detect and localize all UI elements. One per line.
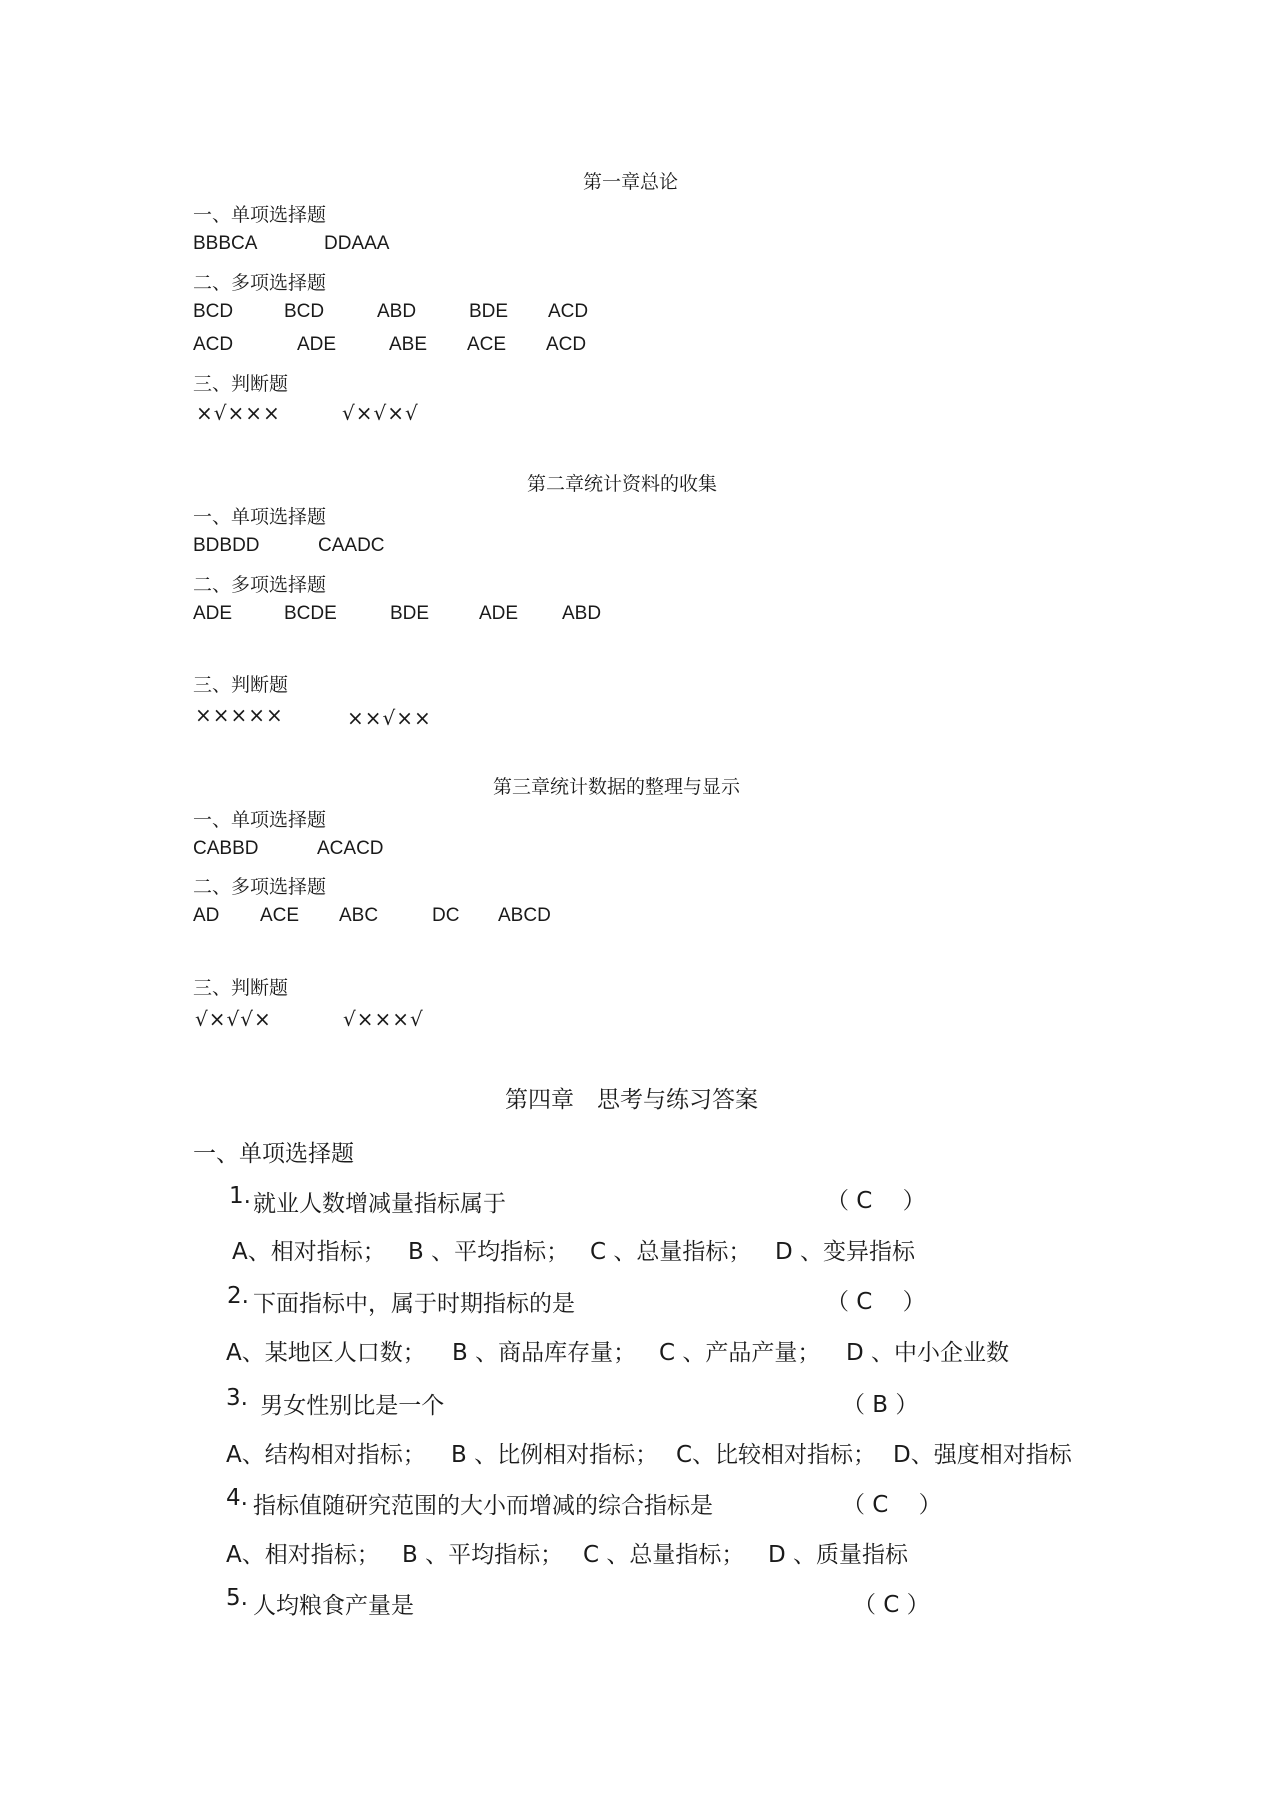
ch1-single-choice-heading: 一、单项选择题 xyxy=(193,204,327,226)
question-5-number: 5. xyxy=(226,1585,248,1611)
ch1-single-answer-1: BBBCA xyxy=(193,233,258,254)
ch3-single-choice-heading: 一、单项选择题 xyxy=(193,809,327,831)
question-5-answer: （ C ） xyxy=(853,1592,930,1618)
chapter3-title: 第三章统计数据的整理与显示 xyxy=(493,776,741,798)
ch1-multi-r2-1: ACD xyxy=(193,334,234,355)
ch3-judge-answer-2: √×××√ xyxy=(343,1007,424,1031)
question-1-answer: （ C ） xyxy=(826,1188,926,1214)
ch1-judge-heading: 三、判断题 xyxy=(193,373,289,395)
ch1-multi-r1-1: BCD xyxy=(193,301,234,322)
question-4-answer: （ C ） xyxy=(842,1492,942,1518)
question-5-text: 人均粮食产量是 xyxy=(253,1593,414,1619)
question-1-option-c: C 、总量指标； xyxy=(590,1239,752,1265)
ch1-judge-answer-1: ×√××× xyxy=(196,401,281,425)
question-2-option-d: D 、中小企业数 xyxy=(846,1340,1010,1366)
ch2-multi-2: BCDE xyxy=(284,603,337,624)
ch1-multi-r2-4: ACE xyxy=(467,334,507,355)
question-1-text: 就业人数增减量指标属于 xyxy=(253,1191,506,1217)
ch3-multi-5: ABCD xyxy=(498,905,551,926)
question-3-number: 3. xyxy=(226,1385,248,1411)
question-3-option-a: A、结构相对指标； xyxy=(226,1442,426,1468)
ch3-multi-choice-heading: 二、多项选择题 xyxy=(193,876,327,898)
question-2-option-a: A、某地区人口数； xyxy=(226,1340,426,1366)
ch2-multi-3: BDE xyxy=(390,603,430,624)
ch3-single-answer-1: CABBD xyxy=(193,838,259,859)
question-2-text: 下面指标中，属于时期指标的是 xyxy=(253,1291,575,1317)
ch1-multi-r2-2: ADE xyxy=(297,334,337,355)
question-3-option-d: D、强度相对指标 xyxy=(893,1442,1072,1468)
ch2-multi-1: ADE xyxy=(193,603,233,624)
ch2-judge-answer-1: ××××× xyxy=(195,703,284,727)
ch2-multi-5: ABD xyxy=(562,603,602,624)
question-4-option-c: C 、总量指标； xyxy=(583,1542,745,1568)
chapter1-title: 第一章总论 xyxy=(583,171,679,193)
question-4-option-b: B 、平均指标； xyxy=(402,1542,564,1568)
ch2-multi-choice-heading: 二、多项选择题 xyxy=(193,574,327,596)
ch2-judge-answer-2: ××√×× xyxy=(347,706,432,730)
ch1-multi-r1-3: ABD xyxy=(377,301,417,322)
chapter4-title: 第四章 思考与练习答案 xyxy=(505,1087,758,1113)
ch1-multi-r1-2: BCD xyxy=(284,301,325,322)
ch1-multi-r1-5: ACD xyxy=(548,301,589,322)
question-3-text: 男女性别比是一个 xyxy=(253,1393,445,1419)
question-1-option-a: A、相对指标； xyxy=(232,1239,386,1265)
question-1-number: 1. xyxy=(229,1183,251,1209)
ch3-multi-2: ACE xyxy=(260,905,300,926)
question-4-option-a: A、相对指标； xyxy=(226,1542,380,1568)
ch3-multi-3: ABC xyxy=(339,905,379,926)
question-2-option-b: B 、商品库存量； xyxy=(452,1340,637,1366)
ch2-single-answer-1: BDBDD xyxy=(193,535,260,556)
ch2-judge-heading: 三、判断题 xyxy=(193,674,289,696)
question-1-option-b: B 、平均指标； xyxy=(408,1239,570,1265)
chapter2-title: 第二章统计资料的收集 xyxy=(527,473,718,495)
ch1-judge-answer-2: √×√×√ xyxy=(342,401,419,425)
question-3-option-b: B 、比例相对指标； xyxy=(451,1442,659,1468)
ch2-single-answer-2: CAADC xyxy=(318,535,385,556)
question-3-answer: （ B ） xyxy=(842,1392,919,1418)
question-1-option-d: D 、变异指标 xyxy=(775,1239,916,1265)
question-4-option-d: D 、质量指标 xyxy=(768,1542,909,1568)
question-4-text: 指标值随研究范围的大小而增减的综合指标是 xyxy=(253,1493,713,1519)
question-4-number: 4. xyxy=(226,1485,248,1511)
ch1-single-answer-2: DDAAA xyxy=(324,233,390,254)
ch3-judge-heading: 三、判断题 xyxy=(193,977,289,999)
question-2-number: 2. xyxy=(227,1283,249,1309)
ch1-multi-r2-5: ACD xyxy=(546,334,587,355)
ch1-multi-r1-4: BDE xyxy=(469,301,509,322)
ch3-single-answer-2: ACACD xyxy=(317,838,384,859)
ch2-multi-4: ADE xyxy=(479,603,519,624)
ch3-judge-answer-1: √×√√× xyxy=(195,1007,272,1031)
ch1-multi-r2-3: ABE xyxy=(389,334,428,355)
ch3-multi-1: AD xyxy=(193,905,220,926)
question-3-option-c: C、比较相对指标； xyxy=(676,1442,877,1468)
ch2-single-choice-heading: 一、单项选择题 xyxy=(193,506,327,528)
question-2-answer: （ C ） xyxy=(826,1289,926,1315)
question-2-option-c: C 、产品产量； xyxy=(659,1340,821,1366)
ch1-multi-choice-heading: 二、多项选择题 xyxy=(193,272,327,294)
ch4-single-choice-heading: 一、单项选择题 xyxy=(193,1141,354,1167)
ch3-multi-4: DC xyxy=(432,905,460,926)
